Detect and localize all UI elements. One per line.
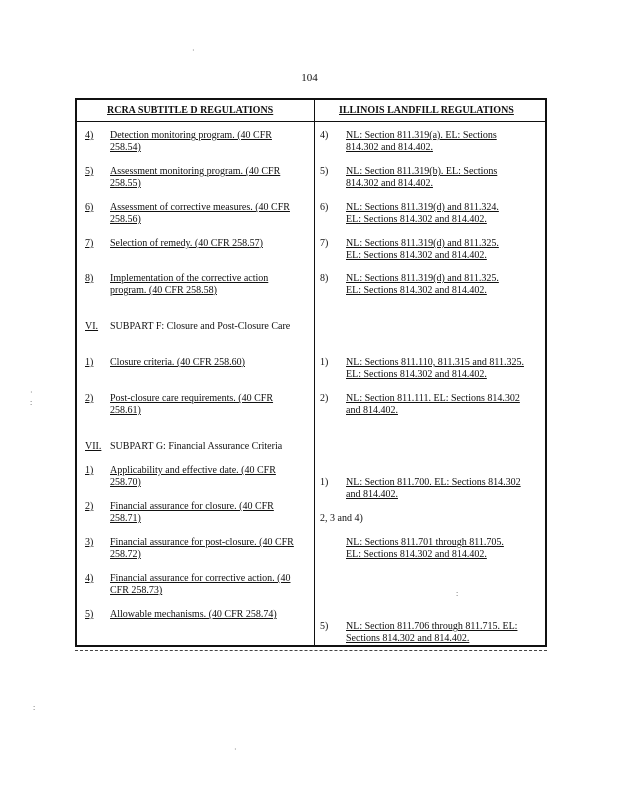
item-text: Implementation of the corrective action program. (40 CFR 258.58): [110, 273, 269, 296]
item-number: 8): [320, 273, 329, 284]
item-text: Financial assurance for post-closure. (40 CFR 258.72): [110, 537, 294, 560]
item-number: 1): [85, 357, 94, 368]
item-line: 814.302 and 814.402.: [346, 142, 433, 153]
page-number: 104: [301, 72, 318, 84]
scan-speck: ·: [30, 388, 33, 397]
item-line: Sections 814.302 and 814.402.: [346, 633, 470, 644]
item-line: EL: Sections 814.302 and 814.402.: [346, 250, 487, 261]
regulations-table: [75, 98, 547, 647]
item-line: NL: Section 811.319(a). EL: Sections: [346, 130, 497, 141]
scan-speck: :: [30, 398, 33, 407]
scan-speck: ·: [192, 46, 195, 55]
item-number: 7): [85, 238, 94, 249]
subpart-number: VI.: [85, 321, 99, 332]
item-text: Selection of remedy. (40 CFR 258.57): [110, 238, 263, 249]
item-text: Applicability and effective date. (40 CFR 258.70): [110, 465, 276, 488]
item-number: 7): [320, 238, 329, 249]
item-number: 3): [85, 537, 94, 548]
item-number: 6): [320, 202, 329, 213]
item-text: Financial assurance for closure. (40 CFR 258.71): [110, 501, 274, 524]
item-number: 4): [85, 573, 94, 584]
item-line: NL: Sections 811.319(d) and 811.325.: [346, 273, 499, 284]
item-line: NL: Sections 811.319(d) and 811.324.: [346, 202, 499, 213]
item-line: and 814.402.: [346, 489, 398, 500]
scan-speck: :: [33, 703, 36, 712]
item-number: 2): [85, 501, 94, 512]
item-line: NL: Section 811.111. EL: Sections 814.302: [346, 393, 520, 404]
right-column-header: ILLINOIS LANDFILL REGULATIONS: [339, 105, 514, 116]
item-number: 1): [320, 477, 329, 488]
scan-speck: :: [456, 589, 459, 598]
scan-speck: ·: [234, 745, 237, 754]
subpart-number: VII.: [85, 441, 102, 452]
item-number: 6): [85, 202, 94, 213]
item-number: 5): [85, 166, 94, 177]
item-number: 5): [320, 166, 329, 177]
item-number: 8): [85, 273, 94, 284]
item-text: Closure criteria. (40 CFR 258.60): [110, 357, 245, 368]
item-text: Assessment monitoring program. (40 CFR 258.55): [110, 166, 281, 189]
item-number: 1): [85, 465, 94, 476]
item-line: 814.302 and 814.402.: [346, 178, 433, 189]
subpart-title: SUBPART G: Financial Assurance Criteria: [110, 441, 283, 452]
subpart-title: SUBPART F: Closure and Post-Closure Care: [110, 321, 291, 332]
item-line: EL: Sections 814.302 and 814.402.: [346, 285, 487, 296]
item-line: NL: Section 811.319(b). EL: Sections: [346, 166, 498, 177]
header-rule: [77, 121, 545, 122]
item-number: 2): [320, 393, 329, 404]
item-line: NL: Section 811.700. EL: Sections 814.302: [346, 477, 521, 488]
item-text: Assessment of corrective measures. (40 CFR 258.56): [110, 202, 290, 225]
item-line: EL: Sections 814.302 and 814.402.: [346, 214, 487, 225]
item-number-group: 2, 3 and 4): [320, 513, 363, 524]
item-line: EL: Sections 814.302 and 814.402.: [346, 549, 487, 560]
item-number: 4): [320, 130, 329, 141]
item-text: Financial assurance for corrective action. (40 CFR 258.73): [110, 573, 291, 596]
item-number: 2): [85, 393, 94, 404]
bottom-dashed-rule: [75, 650, 547, 651]
item-text: Detection monitoring program. (40 CFR 258.54): [110, 130, 272, 153]
item-line: NL: Sections 811.701 through 811.705.: [346, 537, 504, 548]
item-line: NL: Section 811.706 through 811.715. EL:: [346, 621, 518, 632]
item-line: EL: Sections 814.302 and 814.402.: [346, 369, 487, 380]
item-text: Allowable mechanisms. (40 CFR 258.74): [110, 609, 277, 620]
item-number: 5): [85, 609, 94, 620]
item-number: 5): [320, 621, 329, 632]
item-number: 4): [85, 130, 94, 141]
left-column-header: RCRA SUBTITLE D REGULATIONS: [107, 105, 274, 116]
item-line: NL: Sections 811.110, 811.315 and 811.325.: [346, 357, 524, 368]
item-number: 1): [320, 357, 329, 368]
item-line: NL: Sections 811.319(d) and 811.325.: [346, 238, 499, 249]
item-text: Post-closure care requirements. (40 CFR 258.61): [110, 393, 274, 416]
column-divider: [314, 100, 315, 645]
item-line: and 814.402.: [346, 405, 398, 416]
